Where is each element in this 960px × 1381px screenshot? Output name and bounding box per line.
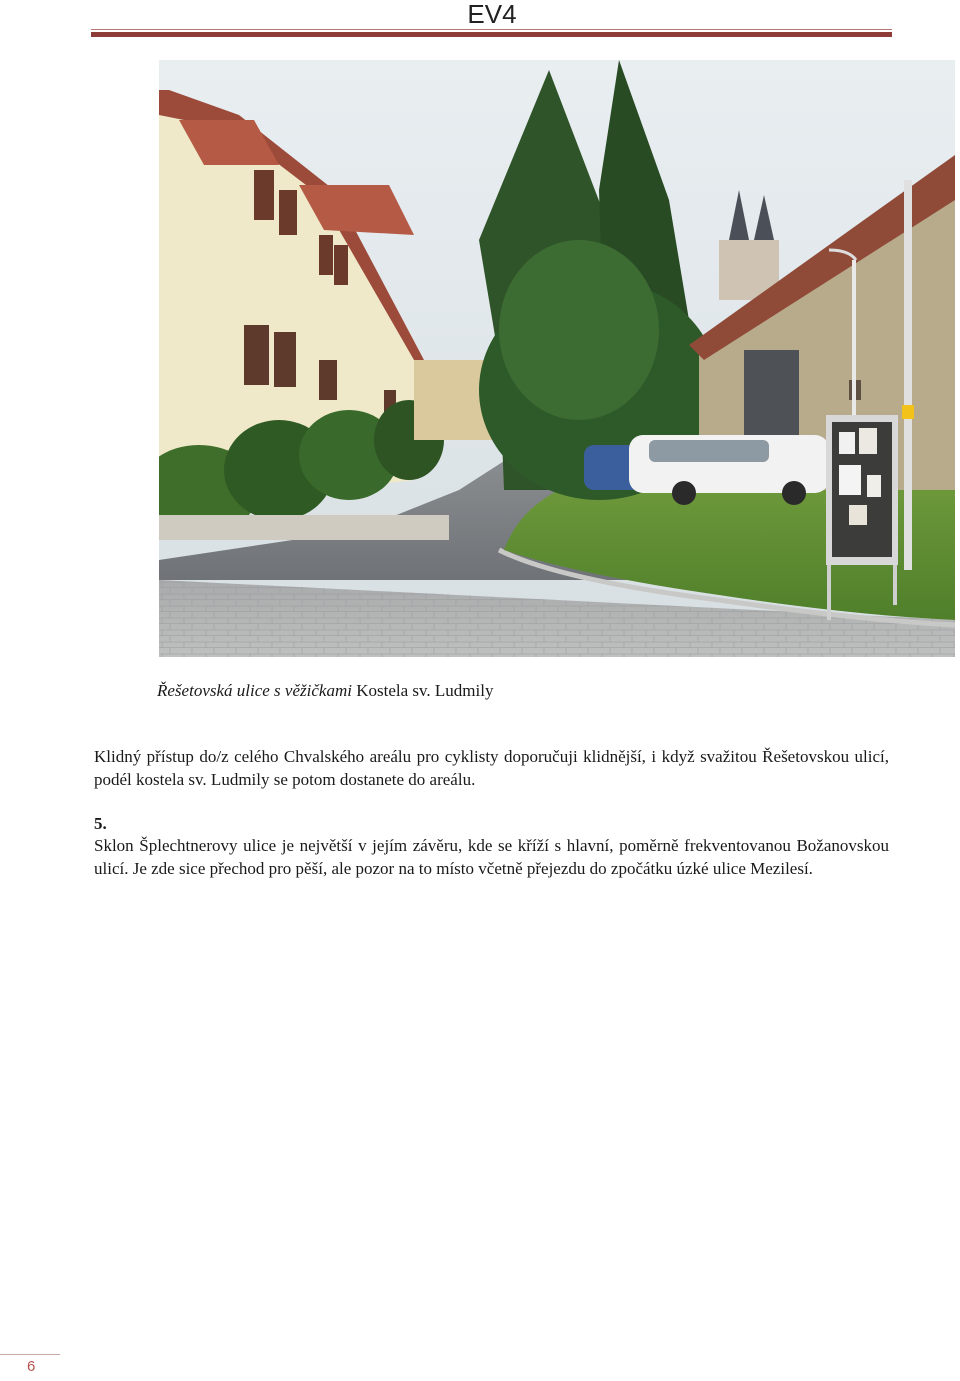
header-rule-thick [91, 32, 892, 37]
photo-caption-regular: Kostela sv. Ludmily [351, 681, 494, 700]
paragraph-quiet-access: Klidný přístup do/z celého Chvalského areálu pro cyklisty doporučuji klidnější, i když svažitou Řešetovskou ulicí, podél kostela sv. Ludmily se potom dostanete do areálu. [94, 747, 889, 789]
photo-caption-italic: Řešetovská ulice s věžičkami [157, 681, 352, 700]
page-number: 6 [27, 1358, 36, 1375]
photo-caption [157, 680, 493, 702]
street-photo [159, 60, 955, 657]
section-number: 5. [94, 814, 107, 833]
header-rule-thin [91, 29, 892, 30]
paragraph-slope-warning: Sklon Šplechtnerovy ulice je největší v jejím závěru, kde se kříží s hlavní, poměrně frekventovanou Božanovskou ulicí. Je zde sice přechod pro pěší, ale pozor na to místo včetně přejezdu do zpočátku úzké ulice Mezilesí. [94, 836, 889, 878]
footer-rule [0, 1354, 60, 1355]
page-header-title: EV4 [467, 0, 517, 29]
